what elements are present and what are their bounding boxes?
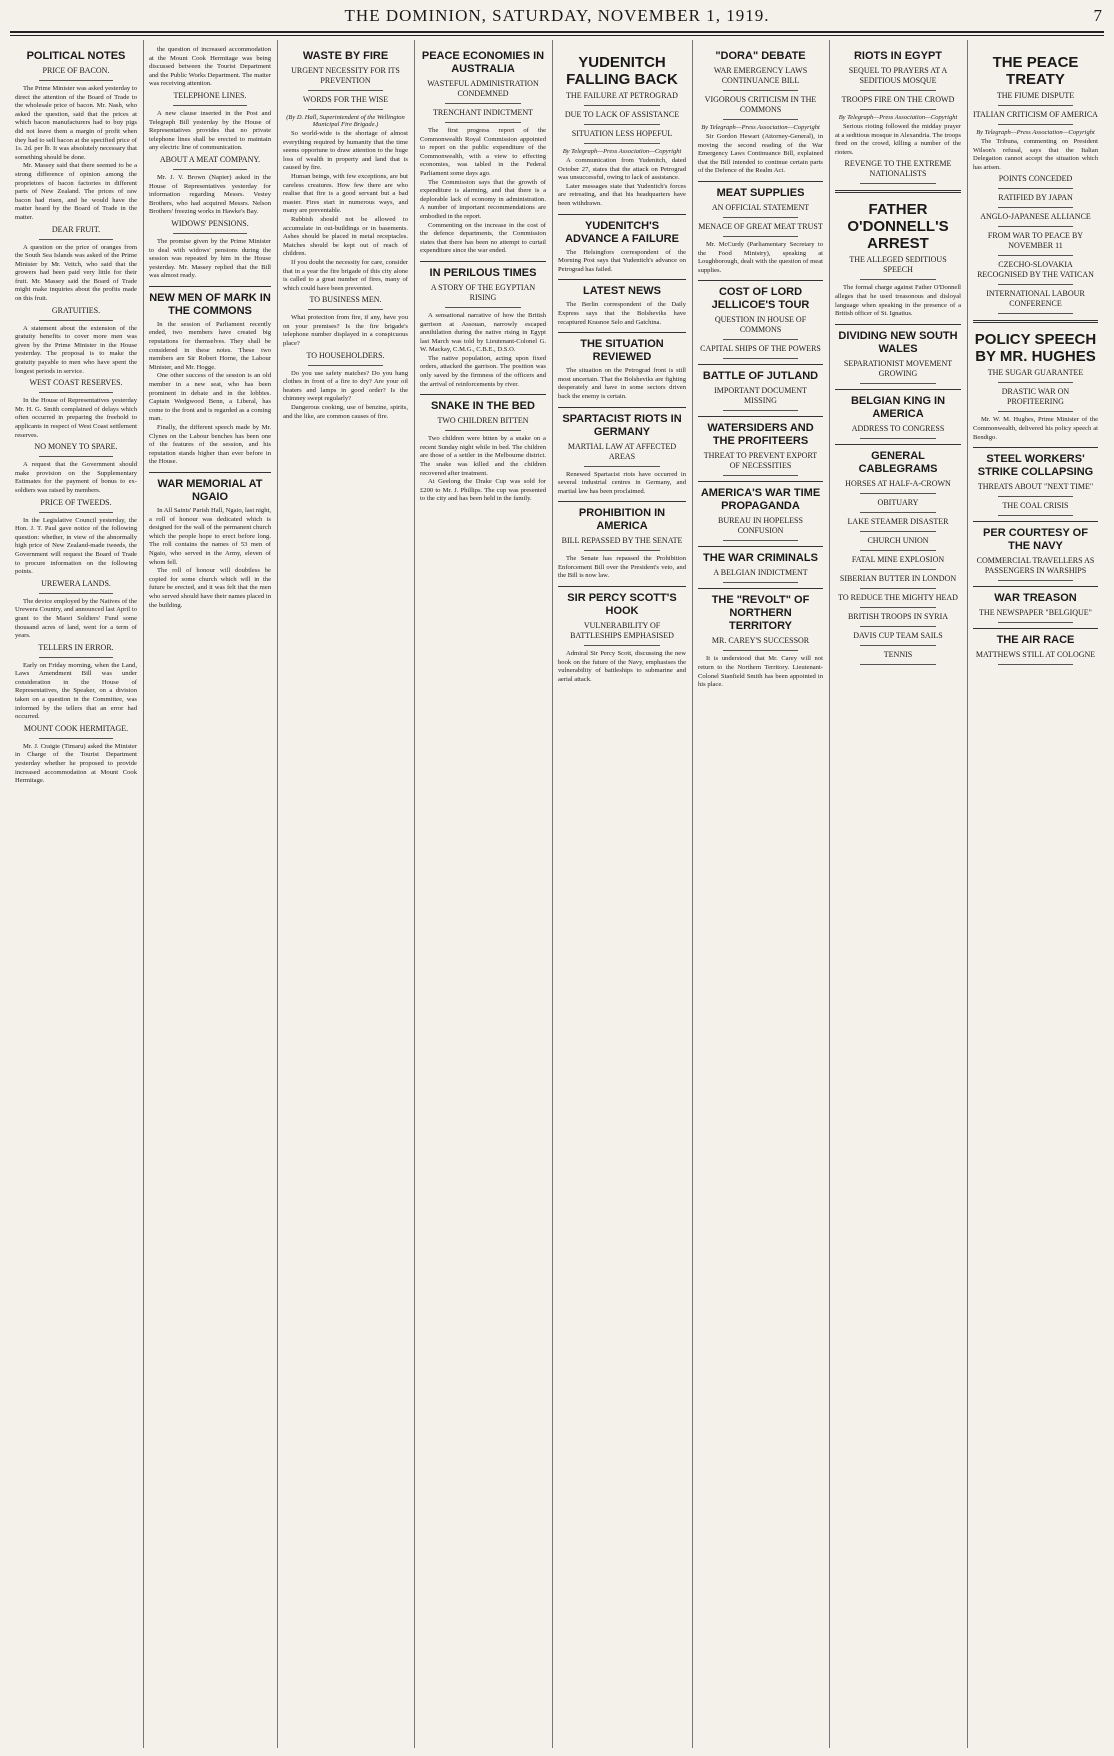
- masthead-rule: [10, 31, 1104, 33]
- headline-rule: [723, 540, 798, 541]
- sub-headline: COMMERCIAL TRAVELLERS AS PASSENGERS IN WARSHIPS: [976, 556, 1095, 576]
- article-divider: [698, 181, 823, 182]
- dateline: By Telegraph—Press Association—Copyright: [701, 124, 820, 131]
- article-headline: SNAKE IN THE BED: [431, 400, 535, 413]
- headline-rule: [998, 188, 1073, 189]
- sub-headline: MATTHEWS STILL AT COLOGNE: [975, 650, 1096, 660]
- headline-rule: [173, 233, 246, 234]
- sub-headline: THE SUGAR GUARANTEE: [987, 368, 1084, 378]
- article-paragraph: A question on the price of oranges from the South Sea Islands was asked of the Prime Minister by Mr. Veitch, who said that the growers had been paid very little for their fruit. Mr. Massey said the Board of Trade might make inquiries about the profits made on this fruit.: [15, 243, 137, 303]
- article-divider: [698, 416, 823, 417]
- article-headline: BELGIAN KING IN AMERICA: [850, 394, 946, 420]
- sub-headline: VULNERABILITY OF BATTLESHIPS EMPHASISED: [570, 621, 674, 641]
- headline-rule: [860, 550, 936, 551]
- article-headline: YUDENITCH FALLING BACK: [566, 54, 678, 88]
- sub-headline: INTERNATIONAL LABOUR CONFERENCE: [986, 289, 1085, 309]
- sub-headline: URGENT NECESSITY FOR ITS PREVENTION: [291, 66, 400, 85]
- article-divider: [835, 389, 961, 390]
- article-headline: BATTLE OF JUTLAND: [702, 370, 819, 383]
- sub-headline: GRATUITIES.: [51, 305, 101, 315]
- article-paragraph: Mr. W. M. Hughes, Prime Minister of the Commonwealth, delivered his policy speech at Bendigo.: [973, 416, 1098, 441]
- article-divider: [698, 364, 823, 365]
- article-paragraph: The Tribuna, commenting on President Wilson's refusal, says that the Italian Delegation cannot accept the situation which has arisen.: [973, 138, 1098, 171]
- column-3: [278, 40, 415, 1748]
- sub-headline: SEQUEL TO PRAYERS AT A SEDITIOUS MOSQUE: [848, 66, 948, 85]
- sub-headline: WIDOWS' PENSIONS.: [171, 218, 249, 228]
- sub-headline: TENNIS: [883, 649, 913, 659]
- sub-headline: ANGLO-JAPANESE ALLIANCE: [980, 212, 1091, 222]
- headline-rule: [998, 124, 1073, 125]
- article-paragraph: Finally, the different speech made by Mr. Clynes on the Labour benches has been one of the features of the session, and his reputation stands higher than ever before in the House.: [149, 424, 271, 466]
- article-headline: PROHIBITION IN AMERICA: [578, 507, 666, 533]
- sub-headline: THE FAILURE AT PETROGRAD: [566, 91, 678, 100]
- article-divider: [558, 501, 686, 502]
- sub-headline: SIBERIAN BUTTER IN LONDON: [839, 573, 957, 583]
- article-divider: [973, 447, 1098, 448]
- sub-headline: DUE TO LACK OF ASSISTANCE: [564, 110, 680, 119]
- article-divider: [973, 628, 1098, 629]
- article-paragraph: Dangerous cooking, use of benzine, spirits, and the like, are common causes of fire.: [283, 404, 408, 420]
- article-paragraph: Commenting on the increase in the cost of the defence departments, the Commission states that there has been no attempt to curtail expenditure since the war ended.: [420, 221, 546, 255]
- sub-headline: VIGOROUS CRITICISM IN THE COMMONS: [704, 95, 817, 114]
- sub-headline: A BELGIAN INDICTMENT: [713, 568, 808, 578]
- article-headline: POLITICAL NOTES: [26, 50, 126, 62]
- article-divider: [698, 588, 823, 589]
- article-divider: [973, 521, 1098, 522]
- headline-rule: [860, 569, 936, 570]
- headline-rule: [723, 582, 798, 583]
- article-headline: WASTE BY FIRE: [302, 50, 389, 62]
- headline-rule: [445, 103, 521, 104]
- article-paragraph: In the Legislative Council yesterday, the Hon. J. T. Paul gave notice of the following question: whether, in view of the abnormally high price of New Zealand-made tweeds, the Government will request the Board of Trade to procure information on the following points.: [15, 516, 137, 576]
- headline-rule: [723, 475, 798, 476]
- headline-rule: [860, 183, 936, 184]
- sub-headline: IMPORTANT DOCUMENT MISSING: [714, 386, 807, 406]
- headline-rule: [584, 124, 661, 125]
- article-headline: IN PERILOUS TIMES: [429, 266, 537, 279]
- article-paragraph: At Geelong the Drake Cup was sold for £200 to Mr. J. Phillips. The cup was presented to the city and has been held in the family.: [420, 478, 546, 503]
- dateline: By Telegraph—Press Association—Copyright: [838, 114, 958, 121]
- article-headline: MEAT SUPPLIES: [716, 186, 805, 199]
- article-headline: THE SITUATION REVIEWED: [580, 338, 664, 364]
- article-divider: [558, 214, 686, 215]
- headline-rule: [860, 664, 936, 665]
- headline-rule: [39, 593, 112, 594]
- article-paragraph: Rubbish should not be allowed to accumulate in out-buildings or in basements. Ashes should be placed in metal receptacles. Matches should be kept out of reach of children.: [283, 215, 408, 258]
- article-paragraph: One other success of the session is an old member in a new seat, who has been prominent in debate and in the lobbies. Captain Wedgwood Benn, a Liberal, has come to the front and is regarded as a coming man.: [149, 372, 271, 423]
- sub-headline: SEPARATIONIST MOVEMENT GROWING: [843, 358, 953, 378]
- article-paragraph: Renewed Spartacist riots have occurred in several industrial centres in Germany, and martial law has been proclaimed.: [558, 470, 686, 495]
- headline-rule: [860, 90, 936, 91]
- headline-rule: [584, 550, 661, 551]
- sub-headline: THE FIUME DISPUTE: [996, 91, 1075, 100]
- headline-rule: [860, 645, 936, 646]
- sub-headline: MR. CAREY'S SUCCESSOR: [711, 636, 810, 646]
- article-divider: [149, 472, 271, 473]
- headline-rule: [998, 207, 1073, 208]
- article-paragraph: The roll of honour will doubtless be copied for some church which will in the future be erected, and it was felt that the men who served should have their names placed in the building.: [149, 567, 271, 609]
- sub-headline: MARTIAL LAW AT AFFECTED AREAS: [567, 441, 677, 461]
- article-divider: [420, 261, 546, 262]
- article-paragraph: What protection from fire, if any, have you on your premises? Is the fire brigade's telephone number displayed in a conspicuous place?: [283, 314, 408, 348]
- headline-rule: [723, 217, 798, 218]
- article-paragraph: Mr. McCurdy (Parliamentary Secretary to the Food Ministry), speaking at Loughborough, dealt with the question of meat supplies.: [698, 240, 823, 274]
- headline-rule: [998, 105, 1073, 106]
- newspaper-columns: [10, 40, 1104, 1748]
- sub-headline: FROM WAR TO PEACE BY NOVEMBER 11: [987, 231, 1084, 251]
- sub-headline: RATIFIED BY JAPAN: [998, 193, 1073, 203]
- headline-rule: [723, 119, 798, 120]
- headline-rule: [860, 607, 936, 608]
- sub-headline: TROOPS FIRE ON THE CROWD: [841, 95, 955, 104]
- article-divider: [558, 332, 686, 333]
- headline-rule: [723, 90, 798, 91]
- headline-rule: [723, 236, 798, 237]
- headline-rule: [308, 109, 383, 110]
- article-headline: FATHER O'DONNELL'S ARREST: [847, 201, 949, 253]
- sub-headline: HORSES AT HALF-A-CROWN: [845, 478, 951, 488]
- article-paragraph: In the House of Representatives yesterday Mr. H. G. Smith complained of delays which often occurred in preparing the freehold to applicants in respect of West Coast settlement reserves.: [15, 397, 137, 439]
- sub-headline: ITALIAN CRITICISM OF AMERICA: [973, 110, 1098, 119]
- masthead: [0, 0, 1114, 38]
- headline-rule: [39, 657, 112, 658]
- headline-rule: [998, 284, 1073, 285]
- article-paragraph: Later messages state that Yudenitch's forces are retreating, and that his headquarters have been withdrawn.: [558, 182, 686, 207]
- sub-headline: POINTS CONCEDED: [998, 174, 1073, 184]
- headline-rule: [584, 105, 661, 106]
- sub-headline: WASTEFUL ADMINISTRATION CONDEMNED: [427, 79, 539, 98]
- column-7: [830, 40, 968, 1748]
- article-paragraph: So world-wide is the shortage of almost everything required by humanity that the time seems opportune to draw attention to the huge loss of wealth in property and land that is caused by fire.: [283, 130, 408, 172]
- headline-rule: [723, 650, 798, 651]
- headline-rule: [998, 496, 1073, 497]
- sub-headline: THE NEWSPAPER "BELGIQUE": [979, 608, 1092, 618]
- article-headline: THE AIR RACE: [996, 634, 1075, 647]
- article-headline: YUDENITCH'S ADVANCE A FAILURE: [565, 219, 679, 245]
- headline-rule: [860, 383, 936, 384]
- headline-rule: [173, 169, 246, 170]
- headline-rule: [445, 430, 521, 431]
- article-paragraph: In the session of Parliament recently ended, two members have created big reputations for themselves. They shall be considered in these notes. These two members are Sir Robert Horne, the Labour Minister, and Mr. Hogge.: [149, 320, 271, 371]
- headline-rule: [723, 339, 798, 340]
- article-headline: POLICY SPEECH BY MR. HUGHES: [974, 331, 1097, 366]
- page-number: 7: [1093, 6, 1102, 25]
- column-8: [968, 40, 1104, 1748]
- sub-headline: PRICE OF TWEEDS.: [40, 497, 112, 507]
- sub-headline: DAVIS CUP TEAM SAILS: [853, 630, 943, 640]
- headline-rule: [39, 320, 112, 321]
- headline-rule: [998, 255, 1073, 256]
- sub-headline: BILL REPASSED BY THE SENATE: [561, 536, 683, 546]
- headline-rule: [860, 588, 936, 589]
- article-paragraph: A request that the Government should make provision on the Supplementary Estimates for the payment of bonus to ex-soldiers was raised by members.: [15, 461, 137, 494]
- headline-rule: [860, 512, 936, 513]
- sub-headline: OBITUARY: [877, 497, 919, 507]
- article-paragraph: A sensational narrative of how the British garrison at Assouan, narrowly escaped annihilation during the native rising in Egypt last March was told by Lieutenant-Colonel G. W. Mackay, C.M.G., C.B.E., D.S.O.: [420, 311, 546, 354]
- sub-headline: WEST COAST RESERVES.: [29, 378, 123, 388]
- article-headline: THE PEACE TREATY: [992, 54, 1079, 88]
- headline-rule: [173, 105, 246, 106]
- sub-headline: DRASTIC WAR ON PROFITEERING: [1001, 387, 1070, 407]
- article-divider: [149, 286, 271, 287]
- article-paragraph: The Helsingfors correspondent of the Morning Post says that Yudenitch's advance on Petrograd has failed.: [558, 248, 686, 273]
- sub-headline: MOUNT COOK HERMITAGE.: [23, 723, 129, 733]
- article-divider: [558, 586, 686, 587]
- sub-headline: SITUATION LESS HOPEFUL: [571, 129, 673, 138]
- article-paragraph: A new clause inserted in the Post and Telegraph Bill yesterday by the House of Representatives provides that no private telephone lines shall be erected to maintain any electric line of communication.: [149, 109, 271, 152]
- article-paragraph: The Prime Minister was asked yesterday to direct the attention of the Board of Trade to the wholesale price of bacon. Mr. Nash, who asked the question, said that the prices at which bacon manufacturers had to buy pigs did not leave them a margin of profit when they had to sell bacon at the specified price of 1s. 2d. per lb. It was absolutely necessary that something should be done.: [15, 85, 137, 161]
- article-paragraph: The Senate has repassed the Prohibition Enforcement Bill over the President's veto, and the Bill is now law.: [558, 555, 686, 580]
- headline-rule: [308, 365, 383, 366]
- headline-rule: [860, 531, 936, 532]
- sub-headline: ADDRESS TO CONGRESS: [851, 423, 945, 433]
- sub-headline: FATAL MINE EXPLOSION: [851, 554, 945, 564]
- article-divider: [698, 280, 823, 281]
- dateline: By Telegraph—Press Association—Copyright: [976, 129, 1095, 136]
- headline-rule: [723, 410, 798, 411]
- article-divider: [698, 481, 823, 482]
- sub-headline: TELEPHONE LINES.: [173, 90, 247, 100]
- sub-headline: TO HOUSEHOLDERS.: [306, 350, 385, 360]
- sub-headline: UREWERA LANDS.: [41, 578, 111, 588]
- sub-headline: ABOUT A MEAT COMPANY.: [159, 154, 261, 164]
- article-paragraph: A communication from Yudenitch, dated October 27, states that the attack on Petrograd was unsuccessful, owing to lack of assistance.: [558, 157, 686, 182]
- article-divider: [835, 444, 961, 445]
- article-paragraph: Two children were bitten by a snake on a recent Sunday night while in bed. The children are those of a settler in the Melbourne district. The snake was killed and the children recovered after treatment.: [420, 435, 546, 477]
- article-paragraph: The native population, acting upon fixed orders, attacked the garrison. The position was only saved by the firmness of the officers and the arrival of reinforcements by river.: [420, 354, 546, 388]
- article-headline: STEEL WORKERS' STRIKE COLLAPSING: [977, 453, 1094, 479]
- article-divider: [835, 190, 961, 193]
- sub-headline: A STORY OF THE EGYPTIAN RISING: [430, 282, 536, 302]
- headline-rule: [723, 358, 798, 359]
- headline-rule: [860, 109, 936, 110]
- sub-headline: THREAT TO PREVENT EXPORT OF NECESSITIES: [703, 451, 818, 471]
- headline-rule: [39, 239, 112, 240]
- article-paragraph: Admiral Sir Percy Scott, discussing the new book on the future of the Navy, emphasises the vulnerability of battleships to submarine and aerial attack.: [558, 650, 686, 683]
- article-headline: THE "REVOLT" OF NORTHERN TERRITORY: [711, 594, 810, 633]
- article-paragraph: The formal charge against Father O'Donnell alleges that he used treasonous and disloyal language when speaking in the presence of a British officer of St. Ignatius.: [835, 284, 961, 318]
- article-paragraph: The first progress report of the Commonwealth Royal Commission appointed to report on the public expenditure of the Commonwealth, with a view to effecting economies, was tabled in the Federal Parliament some days ago.: [420, 127, 546, 177]
- sub-headline: TELLERS IN ERROR.: [38, 642, 114, 652]
- sub-headline: TRENCHANT INDICTMENT: [432, 108, 534, 117]
- article-paragraph: the question of increased accommodation at the Mount Cook Hermitage was being discussed between the Tourist Department and the Public Works Department. The matter was receiving attention.: [149, 46, 271, 88]
- article-paragraph: Mr. J. Craigie (Timaru) asked the Minister in Charge of the Tourist Department yesterday whether he proposed to provide increased accommodation at Mount Cook Hermitage.: [15, 742, 137, 785]
- sub-headline: CHURCH UNION: [867, 535, 929, 545]
- headline-rule: [860, 438, 936, 439]
- article-headline: PEACE ECONOMIES IN AUSTRALIA: [421, 50, 545, 75]
- column-2: [144, 40, 278, 1748]
- headline-rule: [445, 307, 521, 308]
- sub-headline: TO BUSINESS MEN.: [309, 295, 382, 305]
- sub-headline: LAKE STEAMER DISASTER: [847, 516, 949, 526]
- headline-rule: [860, 279, 936, 280]
- article-divider: [973, 586, 1098, 587]
- headline-rule: [584, 645, 661, 646]
- headline-rule: [998, 313, 1073, 314]
- sub-headline: AN OFFICIAL STATEMENT: [711, 202, 810, 212]
- article-divider: [835, 324, 961, 325]
- sub-headline: QUESTION IN HOUSE OF COMMONS: [714, 315, 807, 335]
- headline-rule: [39, 512, 112, 513]
- headline-rule: [998, 664, 1073, 665]
- sub-headline: TWO CHILDREN BITTEN: [437, 416, 529, 426]
- article-headline: THE WAR CRIMINALS: [703, 552, 818, 565]
- article-divider: [698, 546, 823, 547]
- column-1: [10, 40, 144, 1748]
- article-paragraph: Sir Gordon Hewart (Attorney-General), in moving the second reading of the War Emergency Laws Continuance Bill, explained that the Bill intended to continue certain parts of the Defence of the Realm Act.: [698, 133, 823, 175]
- headline-rule: [998, 515, 1073, 516]
- sub-headline: MENACE OF GREAT MEAT TRUST: [698, 221, 823, 231]
- masthead-rule: [10, 35, 1104, 36]
- article-headline: WATERSIDERS AND THE PROFITEERS: [707, 422, 814, 448]
- headline-rule: [445, 122, 521, 123]
- article-paragraph: It is understood that Mr. Carey will not return to the Northern Territory. Lieutenant-Colonel Stanfield Smith has been appointed in his place.: [698, 655, 823, 689]
- article-divider: [558, 279, 686, 280]
- sub-headline: CAPITAL SHIPS OF THE POWERS: [700, 344, 821, 354]
- article-paragraph: Mr. Massey said that there seemed to be a strong difference of opinion among the proprietors of bacon factories in different parts of New Zealand. The prices of raw bacon had risen, and he would have the matter heard by the Board of Trade in the matter.: [15, 162, 137, 221]
- column-4: [415, 40, 553, 1748]
- sub-headline: PRICE OF BACON.: [42, 66, 110, 75]
- article-paragraph: Mr. J. V. Brown (Napier) asked in the House of Representatives yesterday for information regarding Messrs. Vestey Brothers, who had acquired Messrs. Nelson Brothers' freezing works in Hawke's Bay.: [149, 173, 271, 216]
- article-paragraph: If you doubt the necessity for care, consider that in a year the fire brigade of this city alone is called to a great number of fires, many of which could have been prevented.: [283, 258, 408, 292]
- article-paragraph: In All Saints' Parish Hall, Ngaio, last night, a roll of honour was dedicated which is designed for the wall of the permanent church which the people hope to erect before long. The roll contains the names of 53 men of Ngaio, who served in the Army, eleven of whom fell.: [149, 506, 272, 566]
- article-paragraph: Do you use safety matches? Do you hang clothes in front of a fire to dry? Are your oil heaters and lamps in good order? Is the chimney swept regularly?: [283, 369, 408, 403]
- article-headline: COST OF LORD JELLICOE'S TOUR: [711, 286, 810, 312]
- headline-rule: [860, 626, 936, 627]
- headline-rule: [39, 80, 112, 81]
- headline-rule: [584, 466, 661, 467]
- article-paragraph: Early on Friday morning, when the Land, Laws Amendment Bill was under consideration in the House of Representatives, the Speaker, on a division taken on a question in the Committee, was informed by the tellers that an error had occurred.: [15, 661, 137, 721]
- dateline: (By D. Hall, Superintendent of the Wellington Municipal Fire Brigade.): [286, 114, 405, 128]
- headline-rule: [308, 90, 383, 91]
- article-paragraph: Serious rioting followed the midday prayer at a seditious mosque in Alexandria. The troops fired on the crowd, killing a number of the rioters.: [835, 123, 961, 156]
- article-headline: AMERICA'S WAR TIME PROPAGANDA: [700, 487, 821, 513]
- article-headline: WAR TREASON: [994, 592, 1077, 605]
- sub-headline: TO REDUCE THE MIGHTY HEAD: [838, 592, 958, 602]
- sub-headline: BUREAU IN HOPELESS CONFUSION: [718, 516, 803, 536]
- article-paragraph: The promise given by the Prime Minister to deal with widows' pensions during the session was repeated by him in the House yesterday. Mr. Massey replied that the Bill was almost ready.: [149, 237, 271, 280]
- article-headline: WAR MEMORIAL AT NGAIO: [157, 477, 263, 503]
- headline-rule: [860, 493, 936, 494]
- sub-headline: THE ALLEGED SEDITIOUS SPEECH: [849, 255, 947, 275]
- headline-rule: [998, 382, 1073, 383]
- headline-rule: [39, 456, 112, 457]
- article-paragraph: The device employed by the Natives of the Urewera Country, and announced last April to grant to the Maori Soldiers' Fund some thousand acres of land, went for a term of years.: [15, 597, 137, 640]
- headline-rule: [998, 580, 1073, 581]
- sub-headline: WORDS FOR THE WISE: [302, 95, 389, 104]
- article-headline: SPARTACIST RIOTS IN GERMANY: [562, 412, 682, 438]
- article-divider: [558, 407, 686, 408]
- article-headline: NEW MEN OF MARK IN THE COMMONS: [149, 291, 271, 317]
- sub-headline: WAR EMERGENCY LAWS CONTINUANCE BILL: [713, 66, 808, 85]
- article-paragraph: The Commission says that the growth of expenditure is alarming, and that there is a deplorable lack of economy in administration. A number of important recommendations are embodied in the report.: [420, 178, 546, 220]
- article-paragraph: The Berlin correspondent of the Daily Express says that the Bolsheviks have recaptured Krasnoe Selo and Gatchina.: [558, 301, 686, 326]
- sub-headline: THREATS ABOUT "NEXT TIME": [977, 482, 1094, 492]
- article-divider: [420, 394, 546, 395]
- article-paragraph: The situation on the Petrograd front is still most uncertain. That the Bolsheviks are fighting desperately and have in some sectors driven back the enemy is certain.: [558, 367, 686, 400]
- column-6: [693, 40, 830, 1748]
- sub-headline: THE COAL CRISIS: [1002, 501, 1069, 511]
- article-headline: DIVIDING NEW SOUTH WALES: [838, 329, 958, 355]
- column-5: [553, 40, 693, 1748]
- article-paragraph: Human beings, with few exceptions, are but careless creatures. How few there are who realise that fire is a good servant but a bad master. Fires start in numerous ways, and many are preventable.: [283, 172, 408, 215]
- article-headline: "DORA" DEBATE: [715, 50, 806, 62]
- sub-headline: CZECHO-SLOVAKIA RECOGNISED BY THE VATICAN: [977, 260, 1094, 280]
- headline-rule: [998, 622, 1073, 623]
- headline-rule: [998, 226, 1073, 227]
- article-headline: SIR PERCY SCOTT'S HOOK: [567, 592, 677, 618]
- article-paragraph: A statement about the extension of the gratuity benefits to cover more men was given by the Prime Minister in the House yesterday. The proposal is to make the gratuity payable to men who have spent the longest periods in service.: [15, 324, 137, 375]
- headline-rule: [308, 309, 383, 310]
- headline-rule: [39, 392, 112, 393]
- sub-headline: NO MONEY TO SPARE.: [34, 442, 118, 452]
- sub-headline: DEAR FRUIT.: [51, 224, 101, 234]
- sub-headline: BRITISH TROOPS IN SYRIA: [847, 611, 949, 621]
- headline-rule: [39, 738, 112, 739]
- masthead-title: THE DOMINION, SATURDAY, NOVEMBER 1, 1919.: [344, 6, 770, 25]
- headline-rule: [584, 143, 661, 144]
- article-headline: GENERAL CABLEGRAMS: [858, 449, 938, 475]
- article-divider: [973, 320, 1098, 323]
- article-headline: LATEST NEWS: [582, 285, 661, 298]
- sub-headline: REVENGE TO THE EXTREME NATIONALISTS: [844, 159, 952, 179]
- article-headline: PER COURTESY OF THE NAVY: [983, 527, 1088, 553]
- headline-rule: [998, 411, 1073, 412]
- dateline: By Telegraph—Press Association—Copyright: [562, 148, 682, 155]
- article-headline: RIOTS IN EGYPT: [853, 50, 942, 62]
